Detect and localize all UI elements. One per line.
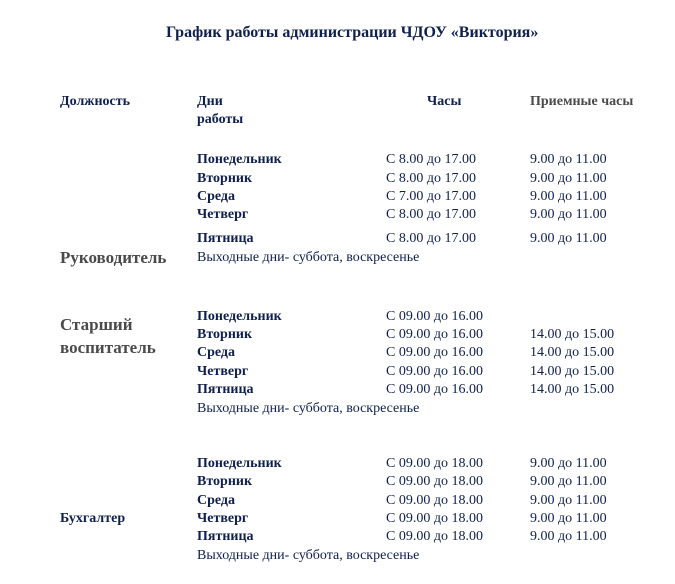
table-row-day: Вторник <box>197 327 253 342</box>
table-row-hours: С 09.00 до 16.00 <box>386 309 483 324</box>
table-row-day: Пятница <box>197 529 254 544</box>
header-days-line2: работы <box>197 112 244 127</box>
table-row-hours: С 8.00 до 17.00 <box>386 207 476 222</box>
table-row-day: Среда <box>197 493 236 508</box>
table-row-reception: 9.00 до 11.00 <box>530 231 607 246</box>
table-row-reception: 9.00 до 11.00 <box>530 189 607 204</box>
header-reception: Приемные часы <box>530 94 634 109</box>
table-row-reception: 9.00 до 11.00 <box>530 474 607 489</box>
table-row-day: Вторник <box>197 474 253 489</box>
position-senior-teacher-line1: Старший <box>60 315 133 334</box>
table-row-hours: С 8.00 до 17.00 <box>386 171 476 186</box>
table-row-reception: 9.00 до 11.00 <box>530 207 607 222</box>
table-row-day: Четверг <box>197 207 249 222</box>
position-director: Руководитель <box>60 248 167 267</box>
table-row-reception: 14.00 до 15.00 <box>530 345 615 360</box>
table-row-hours: С 09.00 до 18.00 <box>386 474 483 489</box>
table-row-day: Пятница <box>197 382 254 397</box>
weekend-note: Выходные дни- суббота, воскресенье <box>197 548 420 563</box>
table-row-reception: 14.00 до 15.00 <box>530 364 615 379</box>
table-row-hours: С 8.00 до 17.00 <box>386 231 476 246</box>
table-row-reception: 9.00 до 11.00 <box>530 171 607 186</box>
weekend-note: Выходные дни- суббота, воскресенье <box>197 401 420 416</box>
table-row-hours: С 09.00 до 16.00 <box>386 364 483 379</box>
table-row-reception: 9.00 до 11.00 <box>530 456 607 471</box>
table-row-day: Понедельник <box>197 309 282 324</box>
position-accountant: Бухгалтер <box>60 511 126 526</box>
table-row-reception: 9.00 до 11.00 <box>530 511 607 526</box>
table-row-reception: 9.00 до 11.00 <box>530 493 607 508</box>
table-row-hours: С 09.00 до 18.00 <box>386 511 483 526</box>
table-row-reception: 14.00 до 15.00 <box>530 382 615 397</box>
table-row-reception: 14.00 до 15.00 <box>530 327 615 342</box>
table-row-day: Среда <box>197 345 236 360</box>
table-row-hours: С 09.00 до 18.00 <box>386 529 483 544</box>
table-row-day: Понедельник <box>197 456 282 471</box>
table-row-hours: С 09.00 до 16.00 <box>386 327 483 342</box>
table-row-hours: С 09.00 до 16.00 <box>386 382 483 397</box>
table-row-reception: 9.00 до 11.00 <box>530 152 607 167</box>
table-row-reception: 9.00 до 11.00 <box>530 529 607 544</box>
table-row-hours: С 09.00 до 18.00 <box>386 456 483 471</box>
table-row-day: Четверг <box>197 511 249 526</box>
table-row-hours: С 7.00 до 17.00 <box>386 189 476 204</box>
header-days-line1: Дни <box>197 94 223 109</box>
table-row-hours: С 8.00 до 17.00 <box>386 152 476 167</box>
table-row-day: Понедельник <box>197 152 282 167</box>
header-hours: Часы <box>427 94 462 109</box>
table-row-day: Среда <box>197 189 236 204</box>
table-row-day: Четверг <box>197 364 249 379</box>
table-row-hours: С 09.00 до 16.00 <box>386 345 483 360</box>
table-row-hours: С 09.00 до 18.00 <box>386 493 483 508</box>
table-row-day: Вторник <box>197 171 253 186</box>
weekend-note: Выходные дни- суббота, воскресенье <box>197 250 420 265</box>
page-title: График работы администрации ЧДОУ «Виктория» <box>166 24 539 41</box>
table-row-day: Пятница <box>197 231 254 246</box>
position-senior-teacher-line2: воспитатель <box>60 338 156 357</box>
header-position: Должность <box>60 94 131 109</box>
